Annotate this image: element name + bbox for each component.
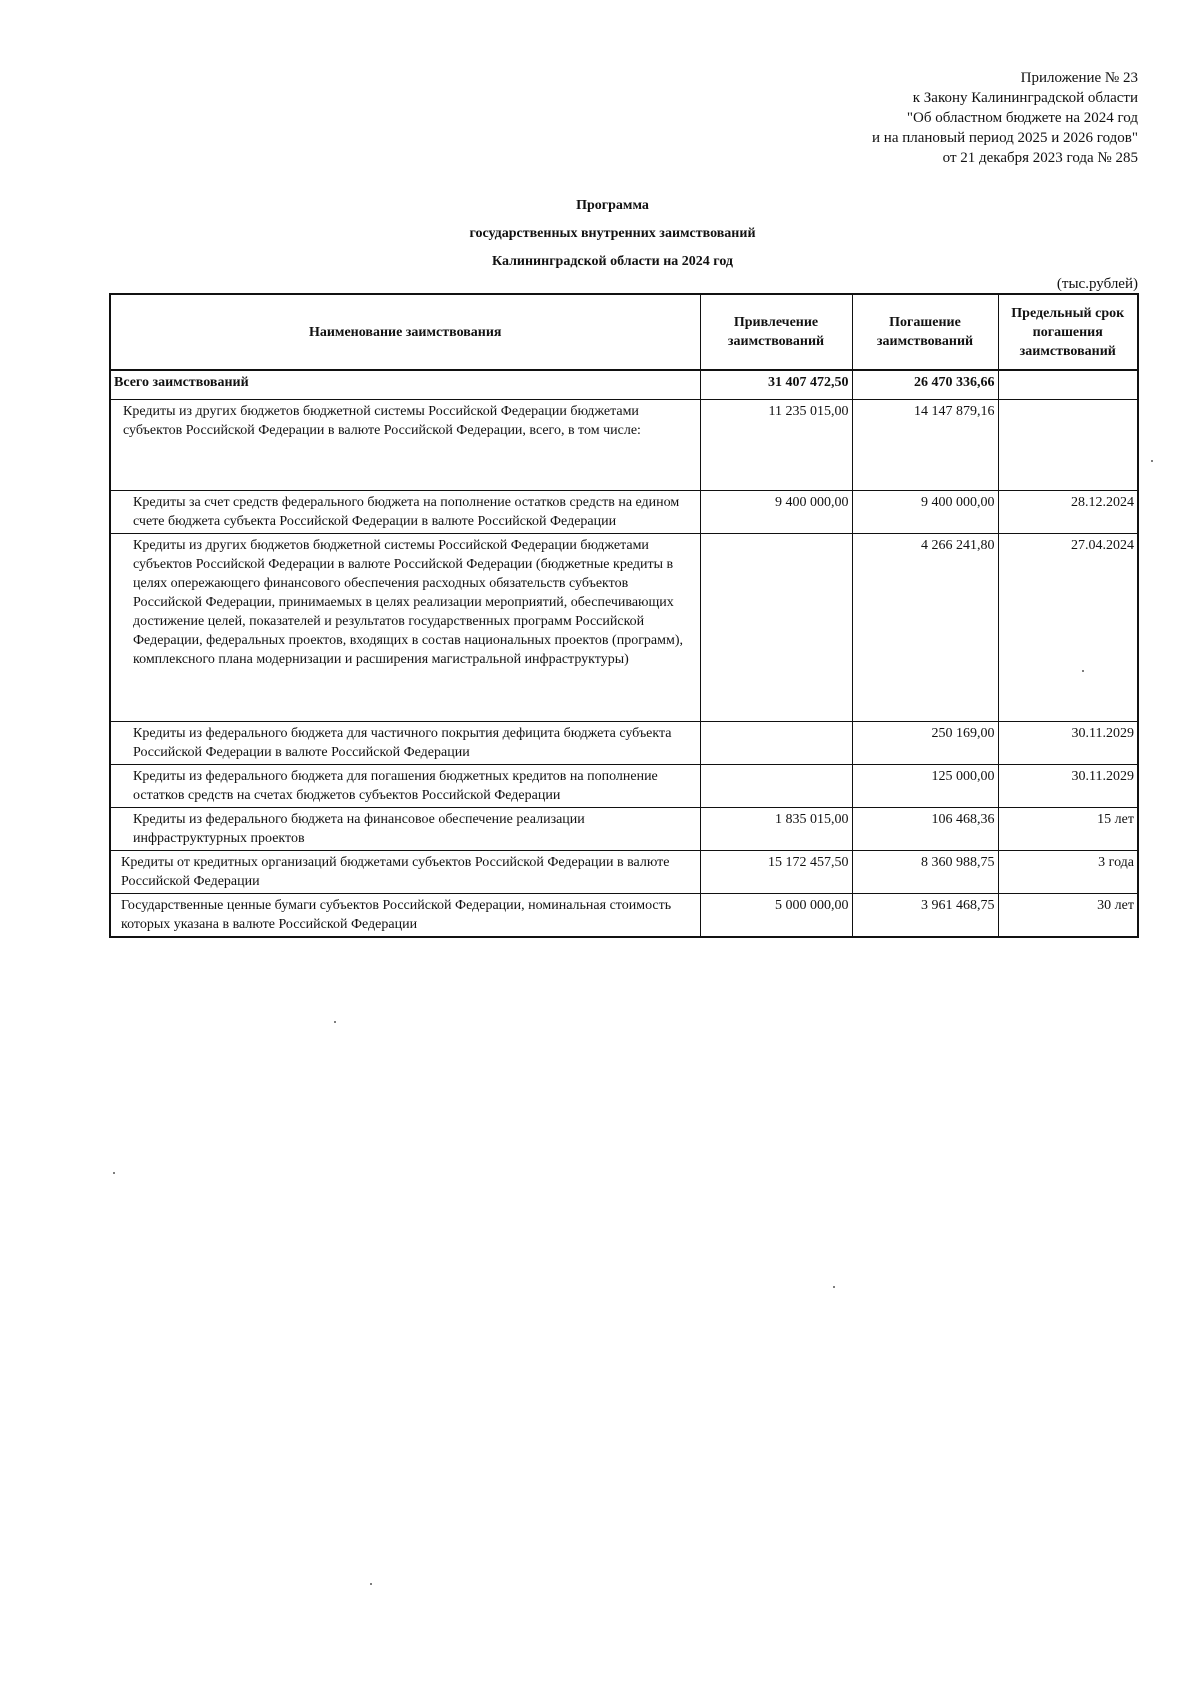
row-attract: 9 400 000,00 (700, 491, 852, 534)
row-name: Кредиты из федерального бюджета на финансовое обеспечение реализации инфраструктурных проектов (110, 808, 700, 851)
table-row-total (110, 370, 1138, 400)
row-term: 28.12.2024 (998, 491, 1138, 534)
row-repay: 14 147 879,16 (852, 400, 998, 491)
title-line: Программа (576, 198, 649, 213)
row-term: 30.11.2029 (998, 765, 1138, 808)
title-line: государственных внутренних заимствований (469, 226, 756, 241)
unit-label: (тыс.рублей) (1056, 276, 1138, 292)
row-repay: 106 468,36 (852, 808, 998, 851)
table-row (110, 534, 1138, 722)
table-header-row (110, 294, 1138, 370)
row-name: Кредиты из федерального бюджета для частичного покрытия дефицита бюджета субъекта Российской Федерации в валюте Российской Федерации (110, 722, 700, 765)
row-name: Кредиты из других бюджетов бюджетной системы Российской Федерации бюджетами субъектов Российской Федерации в валюте Российской Федерации (бюджетные кредиты в целях опережающего финансового обеспечения расходных обязательств субъектов Российской Федерации, принимаемых в целях реализации мероприятий, обеспечивающих достижение целей, показателей и результатов государственных программ Российской Федерации, федеральных проектов, входящих в состав национальных проектов (программ), комплексного плана модернизации и расширения магистральной инфраструктуры) (110, 534, 700, 722)
row-repay: 26 470 336,66 (852, 370, 998, 400)
row-attract (700, 722, 852, 765)
row-repay: 8 360 988,75 (852, 851, 998, 894)
table-row (110, 851, 1138, 894)
row-term (998, 370, 1138, 400)
table-row (110, 400, 1138, 491)
row-repay: 250 169,00 (852, 722, 998, 765)
table-row (110, 765, 1138, 808)
header-line: "Об областном бюджете на 2024 год (906, 110, 1138, 126)
table-row (110, 894, 1138, 938)
header-line: Приложение № 23 (1020, 70, 1138, 86)
row-name: Кредиты за счет средств федерального бюджета на пополнение остатков средств на едином счете бюджета субъекта Российской Федерации в валюте Российской Федерации (110, 491, 700, 534)
row-repay: 125 000,00 (852, 765, 998, 808)
scan-speck (1151, 460, 1153, 462)
row-term: 3 года (998, 851, 1138, 894)
borrowing-table (109, 293, 1139, 938)
header-line: к Закону Калининградской области (912, 90, 1138, 106)
column-header-name: Наименование заимствования (110, 294, 700, 370)
row-name: Всего заимствований (110, 370, 700, 400)
row-attract: 5 000 000,00 (700, 894, 852, 938)
row-attract: 11 235 015,00 (700, 400, 852, 491)
document-header (872, 68, 1138, 168)
row-term: 27.04.2024 (998, 534, 1138, 722)
header-line: и на плановый период 2025 и 2026 годов" (872, 130, 1138, 146)
row-repay: 4 266 241,80 (852, 534, 998, 722)
row-name: Кредиты от кредитных организаций бюджетами субъектов Российской Федерации в валюте Российской Федерации (110, 851, 700, 894)
row-attract: 31 407 472,50 (700, 370, 852, 400)
table-row (110, 491, 1138, 534)
header-line: от 21 декабря 2023 года № 285 (942, 150, 1138, 166)
column-header-repay: Погашение заимствований (852, 294, 998, 370)
row-term (998, 400, 1138, 491)
scan-speck (113, 1172, 115, 1174)
row-term: 30.11.2029 (998, 722, 1138, 765)
column-header-attract: Привлечение заимствований (700, 294, 852, 370)
title-line: Калининградской области на 2024 год (491, 254, 733, 269)
row-term: 30 лет (998, 894, 1138, 938)
column-header-term: Предельный срок погашения заимствований (998, 294, 1138, 370)
row-repay: 3 961 468,75 (852, 894, 998, 938)
row-repay: 9 400 000,00 (852, 491, 998, 534)
document-title (0, 192, 1200, 276)
row-attract: 15 172 457,50 (700, 851, 852, 894)
table-row (110, 722, 1138, 765)
scan-speck (833, 1286, 835, 1288)
row-attract: 1 835 015,00 (700, 808, 852, 851)
scan-speck (334, 1021, 336, 1023)
scan-speck (1082, 670, 1084, 672)
row-name: Кредиты из федерального бюджета для погашения бюджетных кредитов на пополнение остатков средств на счетах бюджетов субъектов Российской Федерации (110, 765, 700, 808)
row-name: Государственные ценные бумаги субъектов Российской Федерации, номинальная стоимость которых указана в валюте Российской Федерации (110, 894, 700, 938)
row-name: Кредиты из других бюджетов бюджетной системы Российской Федерации бюджетами субъектов Российской Федерации в валюте Российской Федерации, всего, в том числе: (110, 400, 700, 491)
table-row (110, 808, 1138, 851)
scan-speck (370, 1583, 372, 1585)
row-term: 15 лет (998, 808, 1138, 851)
row-attract (700, 534, 852, 722)
row-attract (700, 765, 852, 808)
